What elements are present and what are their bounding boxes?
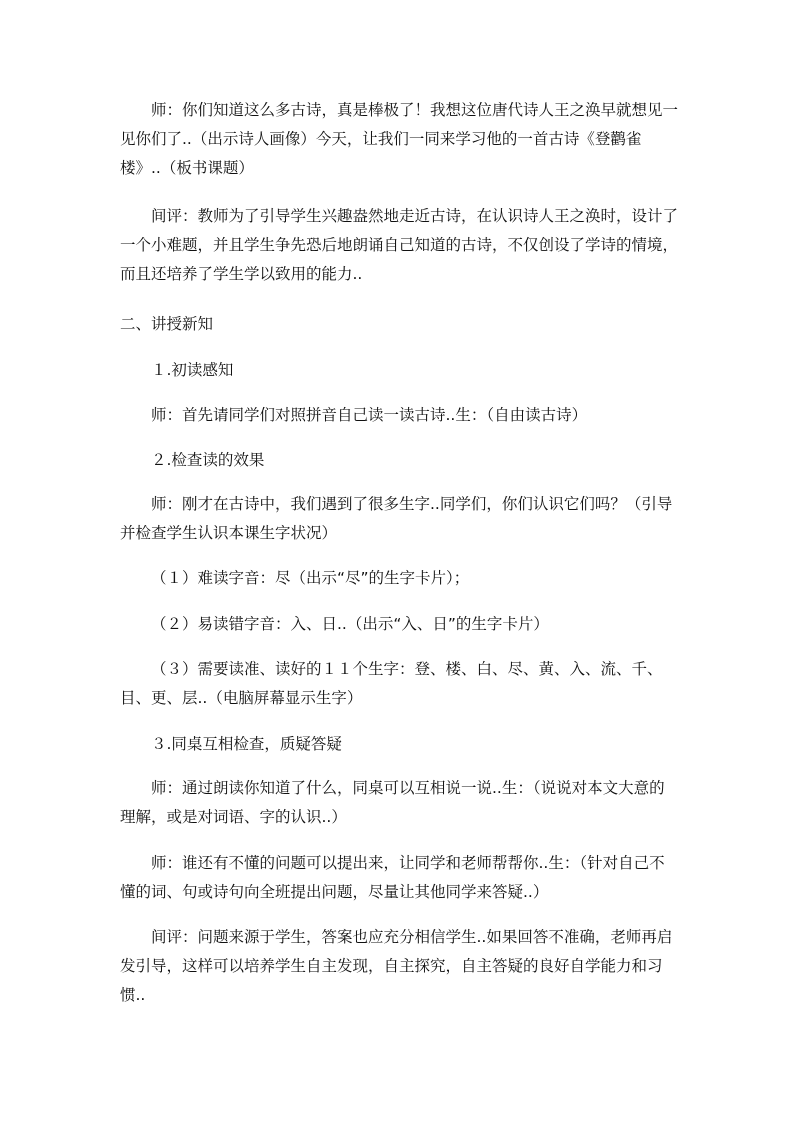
paragraph-commentary-2: 间评：问题来源于学生，答案也应充分相信学生..如果回答不准确，老师再启发引导，这样可以培养学生自主发现，自主探究，自主答疑的良好自学能力和习惯.. [120, 928, 673, 1004]
paragraph-teacher-intro: 师：你们知道这么多古诗，真是棒极了！我想这位唐代诗人王之涣早就想见一见你们了..（出示诗人画像）今天，让我们一同来学习他的一首古诗《登鹳雀楼》..（板书课题） [120, 101, 679, 177]
list-item-hard-sound: （１）难读字音：尽（出示“尽”的生字卡片）； [151, 569, 470, 587]
list-item-easy-mistake: （２）易读错字音：入、日..（出示“入、日”的生字卡片） [151, 615, 549, 633]
paragraph-commentary-1: 间评：教师为了引导学生兴趣盎然地走近古诗，在认识诗人王之涣时，设计了一个小难题，并且学生争先恐后地朗诵自己知道的古诗，不仅创设了学诗的情境，而且还培养了学生学以致用的能力.. [120, 207, 679, 283]
section-heading: 二、讲授新知 [120, 315, 214, 333]
list-item-eleven-characters: （３）需要读准、读好的１１个生字：登、楼、白、尽、黄、入、流、千、目、更、层..（电脑屏幕显示生字） [120, 660, 663, 707]
paragraph-peer-discussion: 师：通过朗读你知道了什么，同桌可以互相说一说..生：（说说对本文大意的理解，或是对词语、字的认识..） [120, 779, 665, 826]
paragraph-new-characters: 师：刚才在古诗中，我们遇到了很多生字..同学们，你们认识它们吗？（引导并检查学生认识本课生字状况） [120, 495, 673, 542]
paragraph-questions: 师：谁还有不懂的问题可以提出来，让同学和老师帮帮你..生：（针对自己不懂的词、句或诗句向全班提出问题，尽量让其他同学来答疑..） [120, 854, 665, 901]
paragraph-free-reading: 师：首先请同学们对照拼音自己读一读古诗..生：（自由读古诗） [151, 406, 588, 424]
subheading-first-reading: １.初读感知 [151, 361, 234, 379]
subheading-check-reading: ２.检查读的效果 [151, 451, 265, 469]
subheading-peer-check: ３.同桌互相检查，质疑答疑 [151, 735, 342, 753]
